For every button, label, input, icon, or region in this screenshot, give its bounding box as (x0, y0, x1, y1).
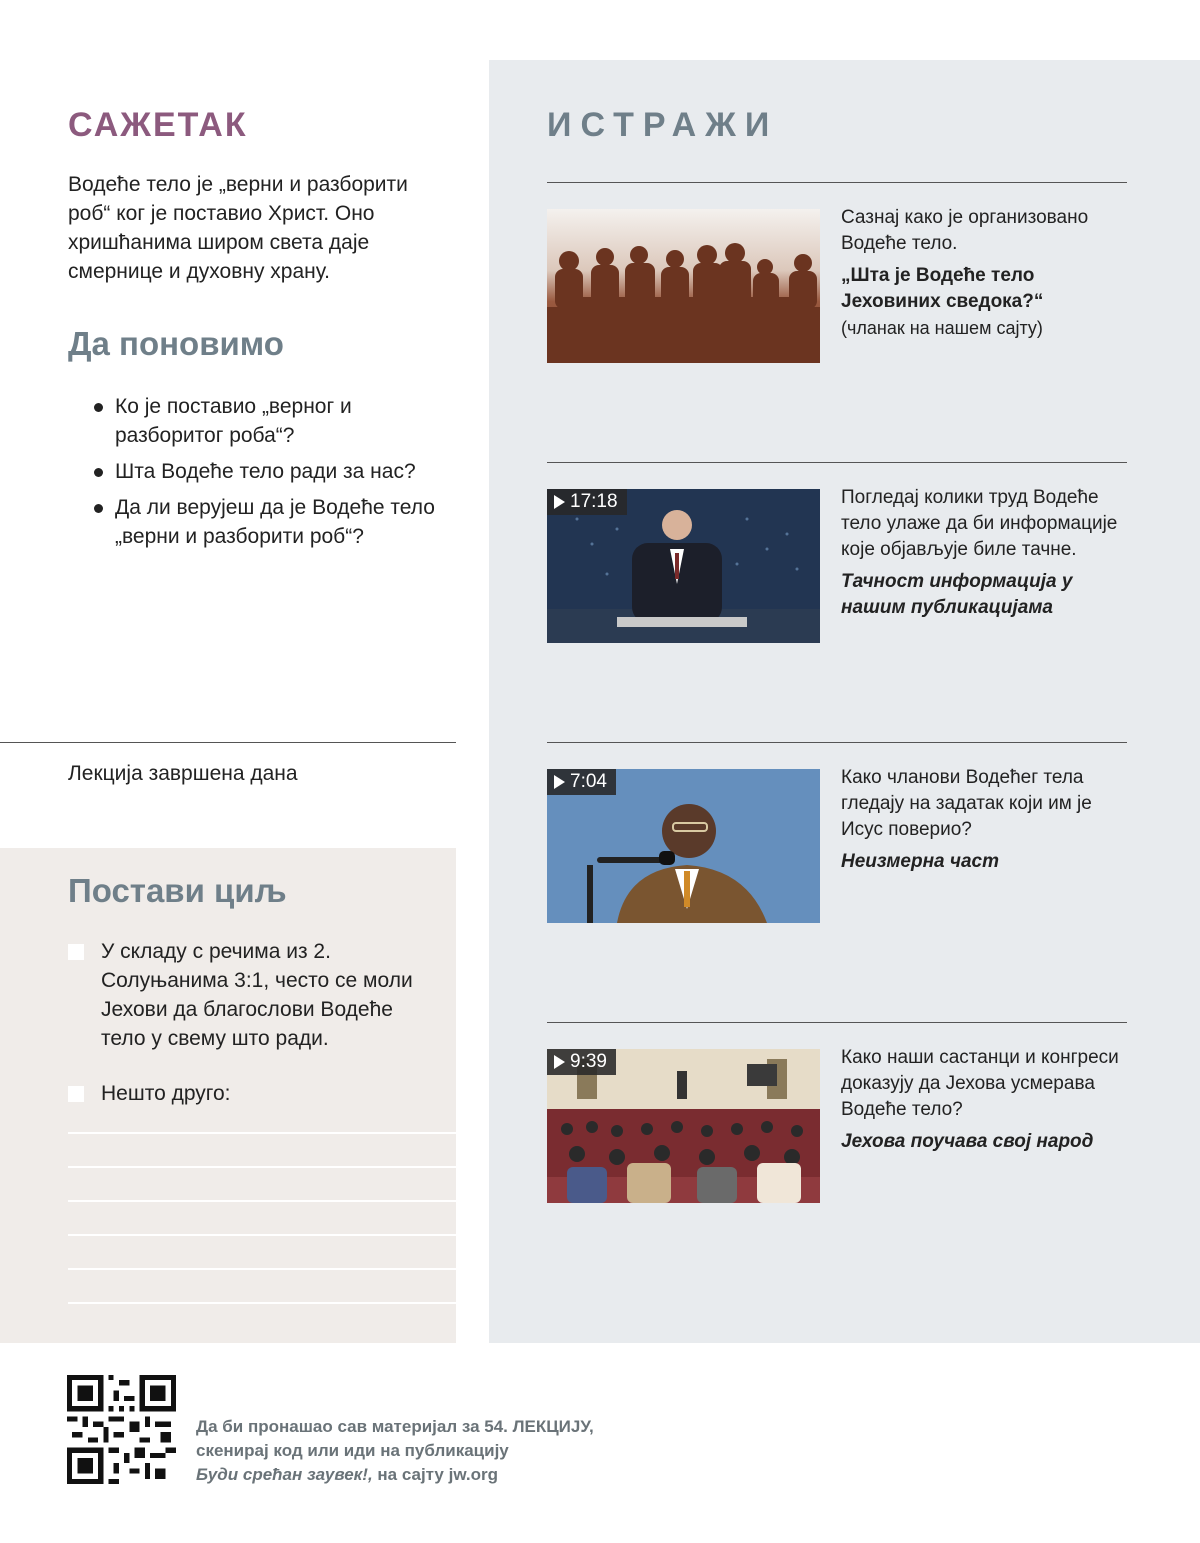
review-question: Ко је поставио „верног и разборитог роба“? (92, 392, 456, 450)
video-duration: 7:04 (570, 771, 607, 792)
goal-label: Нешто друго: (101, 1082, 231, 1105)
review-list (92, 392, 456, 558)
video-duration-badge (547, 1049, 616, 1075)
explore-item-text (841, 1045, 1127, 1155)
play-icon (554, 1055, 565, 1069)
play-icon (554, 775, 565, 789)
play-icon (554, 495, 565, 509)
site-reference: на сајту jw.org (372, 1465, 499, 1484)
speaker-microphone-video[interactable] (547, 769, 820, 923)
explore-item-text (841, 765, 1127, 875)
explore-description: Како наши састанци и конгреси доказују да Јехова усмерава Водеће тело? (841, 1047, 1119, 1120)
review-question: Да ли верујеш да је Водеће тело „верни и разборити роб“? (92, 493, 456, 551)
explore-heading: ИСТРАЖИ (547, 106, 779, 144)
goal-label: У складу с речима из 2. Солуњанима 3:1, често се моли Јехови да благослови Водеће тело у свему што ради. (101, 940, 413, 1050)
silhouette-image (547, 209, 820, 363)
explore-description: Како чланови Водећег тела гледају на задатак који им је Исус поверио? (841, 767, 1092, 840)
video-title-link[interactable]: Неизмерна част (841, 851, 999, 872)
goal-checkbox[interactable] (68, 1086, 84, 1102)
review-question: Шта Водеће тело ради за нас? (92, 457, 456, 486)
divider (0, 742, 456, 743)
article-title-link[interactable]: „Шта је Водеће тело Јеховиних сведока?“ (841, 265, 1044, 312)
divider (547, 182, 1127, 183)
explore-description: Погледај колики труд Водеће тело улаже да би информације које објављује биле тачне. (841, 487, 1118, 560)
explore-description: Сазнај како је организовано Водеће тело. (841, 207, 1089, 254)
goal-item-other (68, 1079, 438, 1108)
writing-line[interactable] (68, 1302, 456, 1304)
video-duration: 17:18 (570, 491, 618, 512)
writing-line[interactable] (68, 1268, 456, 1270)
writing-line[interactable] (68, 1200, 456, 1202)
goal-heading: Постави циљ (68, 872, 287, 909)
divider (547, 462, 1127, 463)
footer-text (196, 1415, 594, 1487)
speaker-desk-video[interactable] (547, 489, 820, 643)
explore-item-text (841, 205, 1127, 341)
article-note: (чланак на нашем сајту) (841, 318, 1043, 338)
publication-title: Буди срећан заувек!, (196, 1465, 373, 1484)
explore-item-text (841, 485, 1127, 621)
divider (547, 742, 1127, 743)
goal-item (68, 937, 438, 1053)
video-duration-badge (547, 489, 627, 515)
divider (547, 1022, 1127, 1023)
review-heading: Да поновимо (68, 325, 284, 362)
qr-code-graphic (67, 1375, 176, 1484)
goal-checkbox[interactable] (68, 944, 84, 960)
summary-heading: САЖЕТАК (68, 106, 248, 144)
writing-line[interactable] (68, 1234, 456, 1236)
footer-line: скенирај код или иди на публикацију (196, 1441, 509, 1460)
writing-line[interactable] (68, 1166, 456, 1168)
footer-line: Да би пронашао сав материјал за 54. ЛЕКЦИЈУ, (196, 1417, 594, 1436)
video-title-link[interactable]: Тачност информација у нашим публикацијама (841, 571, 1073, 618)
writing-line[interactable] (68, 1132, 456, 1134)
governing-body-silhouette-image[interactable] (547, 209, 820, 363)
congregation-meeting-video[interactable] (547, 1049, 820, 1203)
summary-text: Водеће тело је „верни и разборити роб“ ког је поставио Христ. Оно хришћанима широм света даје смернице и духовну храну. (68, 173, 408, 283)
video-duration-badge (547, 769, 616, 795)
video-duration: 9:39 (570, 1051, 607, 1072)
qr-code-icon[interactable] (67, 1375, 176, 1484)
lesson-completed-label: Лекција завршена дана (68, 762, 298, 785)
video-title-link[interactable]: Јехова поучава свој народ (841, 1131, 1094, 1152)
footer-line (196, 1463, 594, 1487)
